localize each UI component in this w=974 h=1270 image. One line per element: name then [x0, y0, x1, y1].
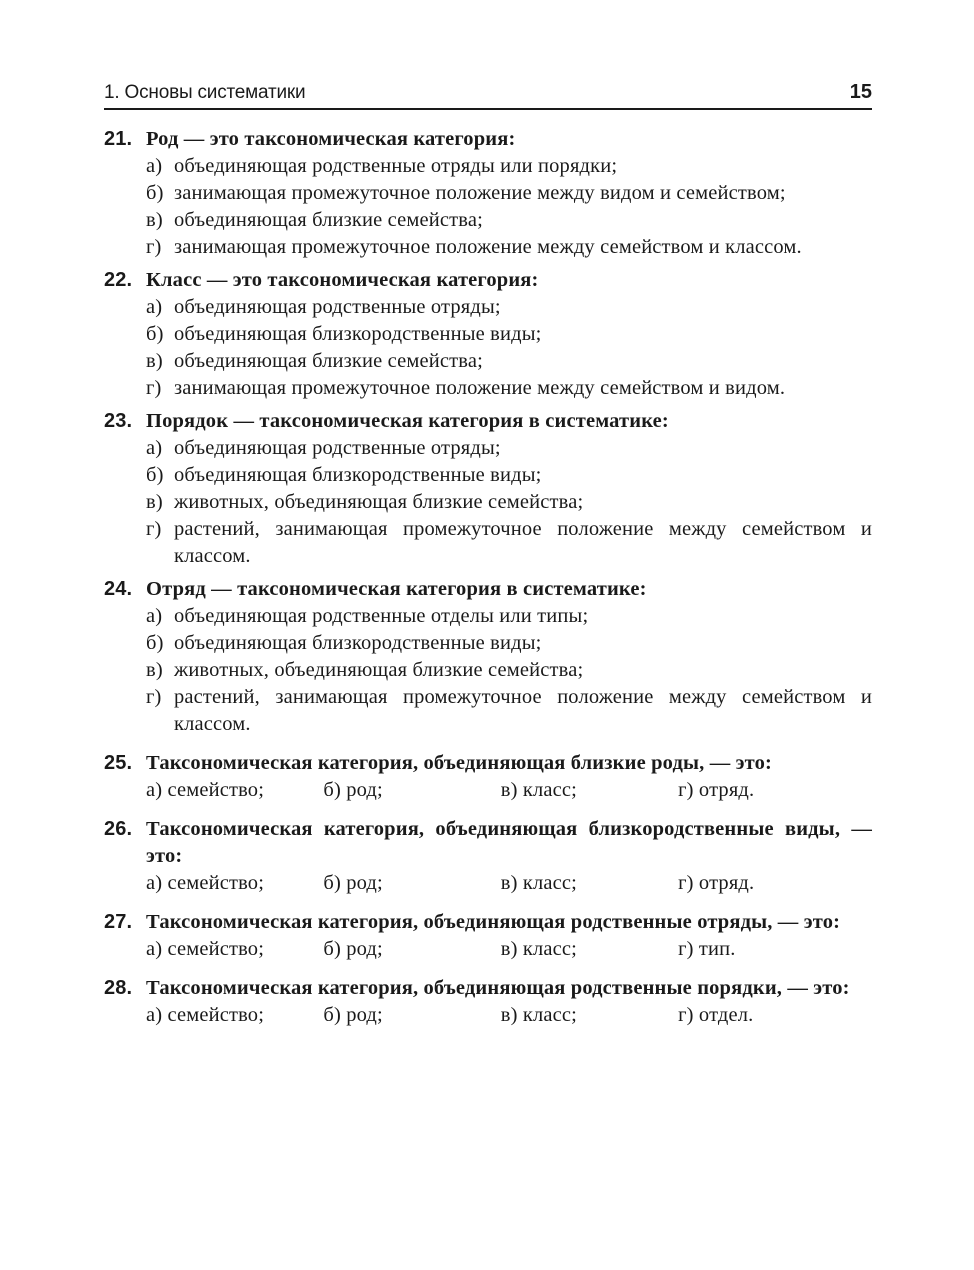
question-text: Таксономическая категория, объединяющая близкородственные виды, — это:: [146, 818, 872, 867]
option-b: б) объединяющая близкородственные виды;: [146, 464, 542, 486]
question-text: Порядок — таксономическая категория в систематике:: [146, 410, 669, 432]
option-d: г) отряд.: [678, 779, 755, 801]
option-row: [146, 777, 872, 804]
option-b: б) объединяющая близкородственные виды;: [146, 323, 542, 345]
option-row: [146, 870, 872, 897]
running-header: [104, 80, 872, 110]
option-c: в) класс;: [500, 779, 577, 801]
question-21: [104, 126, 872, 261]
option-c: в) объединяющая близкие семейства;: [146, 209, 483, 231]
question-text: Класс — это таксономическая категория:: [146, 269, 539, 291]
question-text: Таксономическая категория, объединяющая близкие роды, — это:: [146, 752, 772, 774]
option-c: в) объединяющая близкие семейства;: [146, 350, 483, 372]
option-list: [146, 294, 872, 402]
question-23: [104, 408, 872, 570]
option-c: в) класс;: [500, 1004, 577, 1026]
option-b: б) занимающая промежуточное положение между видом и семейством;: [146, 182, 786, 204]
option-c: в) класс;: [500, 872, 577, 894]
question-number: 21.: [104, 128, 133, 150]
question-number: 23.: [104, 410, 133, 432]
option-a: а) объединяющая родственные отряды или порядки;: [146, 155, 618, 177]
question-24: [104, 576, 872, 738]
question-number: 26.: [104, 818, 133, 840]
option-c: в) животных, объединяющая близкие семейства;: [146, 491, 584, 513]
page-number: 15: [849, 81, 872, 103]
question-text: Таксономическая категория, объединяющая родственные отряды, — это:: [146, 911, 841, 933]
option-a: а) объединяющая родственные отряды;: [146, 296, 501, 318]
option-d: г) растений, занимающая промежуточное положение между семейством и классом.: [146, 686, 872, 735]
question-number: 22.: [104, 269, 133, 291]
option-c: в) животных, объединяющая близкие семейства;: [146, 659, 584, 681]
option-b: б) род;: [323, 779, 383, 801]
option-d: г) тип.: [678, 938, 736, 960]
option-b: б) род;: [323, 872, 383, 894]
option-a: а) семейство;: [146, 938, 265, 960]
option-d: г) занимающая промежуточное положение между семейством и видом.: [146, 377, 786, 399]
question-number: 25.: [104, 752, 133, 774]
option-row: [146, 936, 872, 963]
option-list: [146, 153, 872, 261]
option-b: б) род;: [323, 1004, 383, 1026]
question-text: Таксономическая категория, объединяющая родственные порядки, — это:: [146, 977, 850, 999]
question-text: Отряд — таксономическая категория в систематике:: [146, 578, 647, 600]
option-a: а) семейство;: [146, 872, 265, 894]
option-c: в) класс;: [500, 938, 577, 960]
option-a: а) семейство;: [146, 779, 265, 801]
question-number: 28.: [104, 977, 133, 999]
question-number: 24.: [104, 578, 133, 600]
option-a: а) объединяющая родственные отряды;: [146, 437, 501, 459]
option-a: а) семейство;: [146, 1004, 265, 1026]
option-d: г) отдел.: [678, 1004, 754, 1026]
option-d: г) отряд.: [678, 872, 755, 894]
option-d: г) растений, занимающая промежуточное положение между семейством и классом.: [146, 518, 872, 567]
option-list: [146, 435, 872, 570]
question-22: [104, 267, 872, 402]
question-25: [104, 750, 872, 804]
option-row: [146, 1002, 872, 1029]
option-b: б) объединяющая близкородственные виды;: [146, 632, 542, 654]
question-28: [104, 975, 872, 1029]
question-list: [104, 126, 872, 1035]
question-27: [104, 909, 872, 963]
option-list: [146, 603, 872, 738]
question-number: 27.: [104, 911, 133, 933]
section-title: 1. Основы систематики: [104, 82, 306, 103]
question-text: Род — это таксономическая категория:: [146, 128, 516, 150]
question-26: [104, 816, 872, 897]
option-d: г) занимающая промежуточное положение между семейством и классом.: [146, 236, 802, 258]
option-a: а) объединяющая родственные отделы или типы;: [146, 605, 589, 627]
option-b: б) род;: [323, 938, 383, 960]
